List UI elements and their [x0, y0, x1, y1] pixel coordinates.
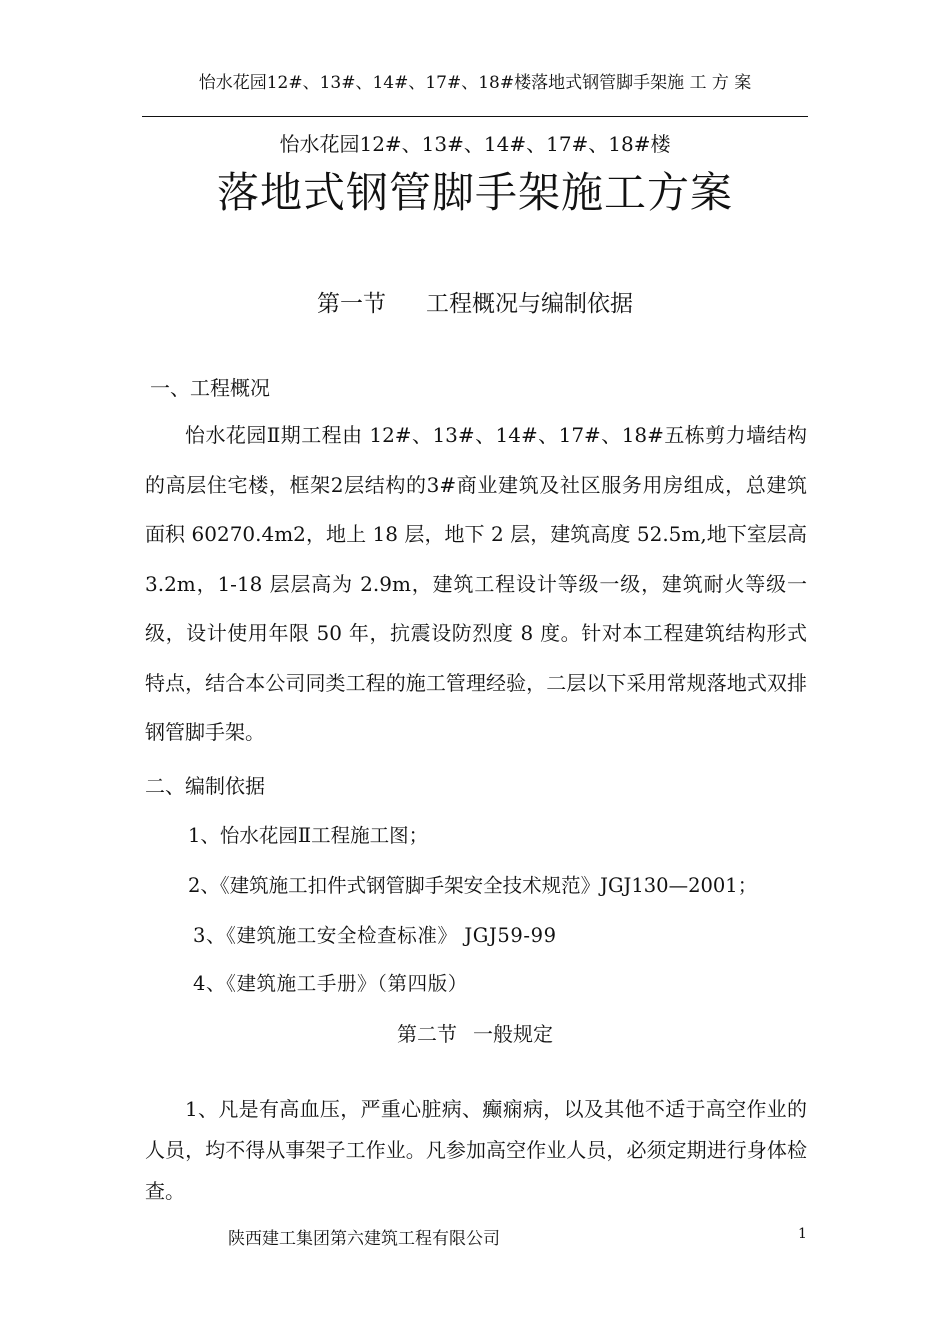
reference-item: 1、怡水花园Ⅱ工程施工图； [188, 824, 429, 847]
reference-item: 4、《建筑施工手册》（第四版） [193, 972, 468, 995]
section-1-number: 第一节 [317, 291, 386, 317]
running-header: 怡水花园12#、13#、14#、17#、18#楼落地式钢管脚手架施 工 方 案 [198, 73, 752, 93]
part-2-heading: 二、编制依据 [145, 774, 265, 798]
project-overview-paragraph: 怡水花园Ⅱ期工程由 12#、13#、14#、17#、18#五栋剪力墙结构的高层住宅楼，框架2层结构的3#商业建筑及社区服务用房组成，总建筑面积 60270.4m2，地上 18 层，地下 2 层，建筑高度 52.5m,地下室层高 3.2m，1-18 层层高为 2.9m，建筑工程设计等级一级，建筑耐火等级一级，设计使用年限 50 年，抗震设防烈度 8 度。针对本工程建筑结构形式特点，结合本公司同类工程的施工管理经验，二层以下采用常规落地式双排钢管脚手架。 [145, 423, 807, 744]
header-rule [142, 116, 808, 117]
section-2-number: 第二节 [397, 1022, 457, 1046]
document-title: 落地式钢管脚手架施工方案 [216, 168, 733, 217]
reference-item: 2、《建筑施工扣件式钢管脚手架安全技术规范》JGJ130—2001； [188, 874, 758, 897]
footer-company: 陕西建工集团第六建筑工程有限公司 [228, 1229, 500, 1249]
reference-item: 3、《建筑施工安全检查标准》 JGJ59-99 [193, 924, 557, 947]
section-1-heading [0, 285, 950, 318]
section-1-title: 工程概况与编制依据 [426, 291, 633, 317]
page-number: 1 [798, 1226, 807, 1242]
general-rules-paragraph: 1、凡是有高血压，严重心脏病、癫痫病，以及其他不适于高空作业的人员，均不得从事架子工作业。凡参加高空作业人员，必须定期进行身体检查。 [145, 1097, 807, 1203]
section-2-heading [0, 1018, 950, 1047]
section-2-title: 一般规定 [473, 1022, 553, 1046]
part-1-heading: 一、工程概况 [150, 376, 270, 400]
document-subtitle: 怡水花园12#、13#、14#、17#、18#楼 [279, 132, 671, 156]
